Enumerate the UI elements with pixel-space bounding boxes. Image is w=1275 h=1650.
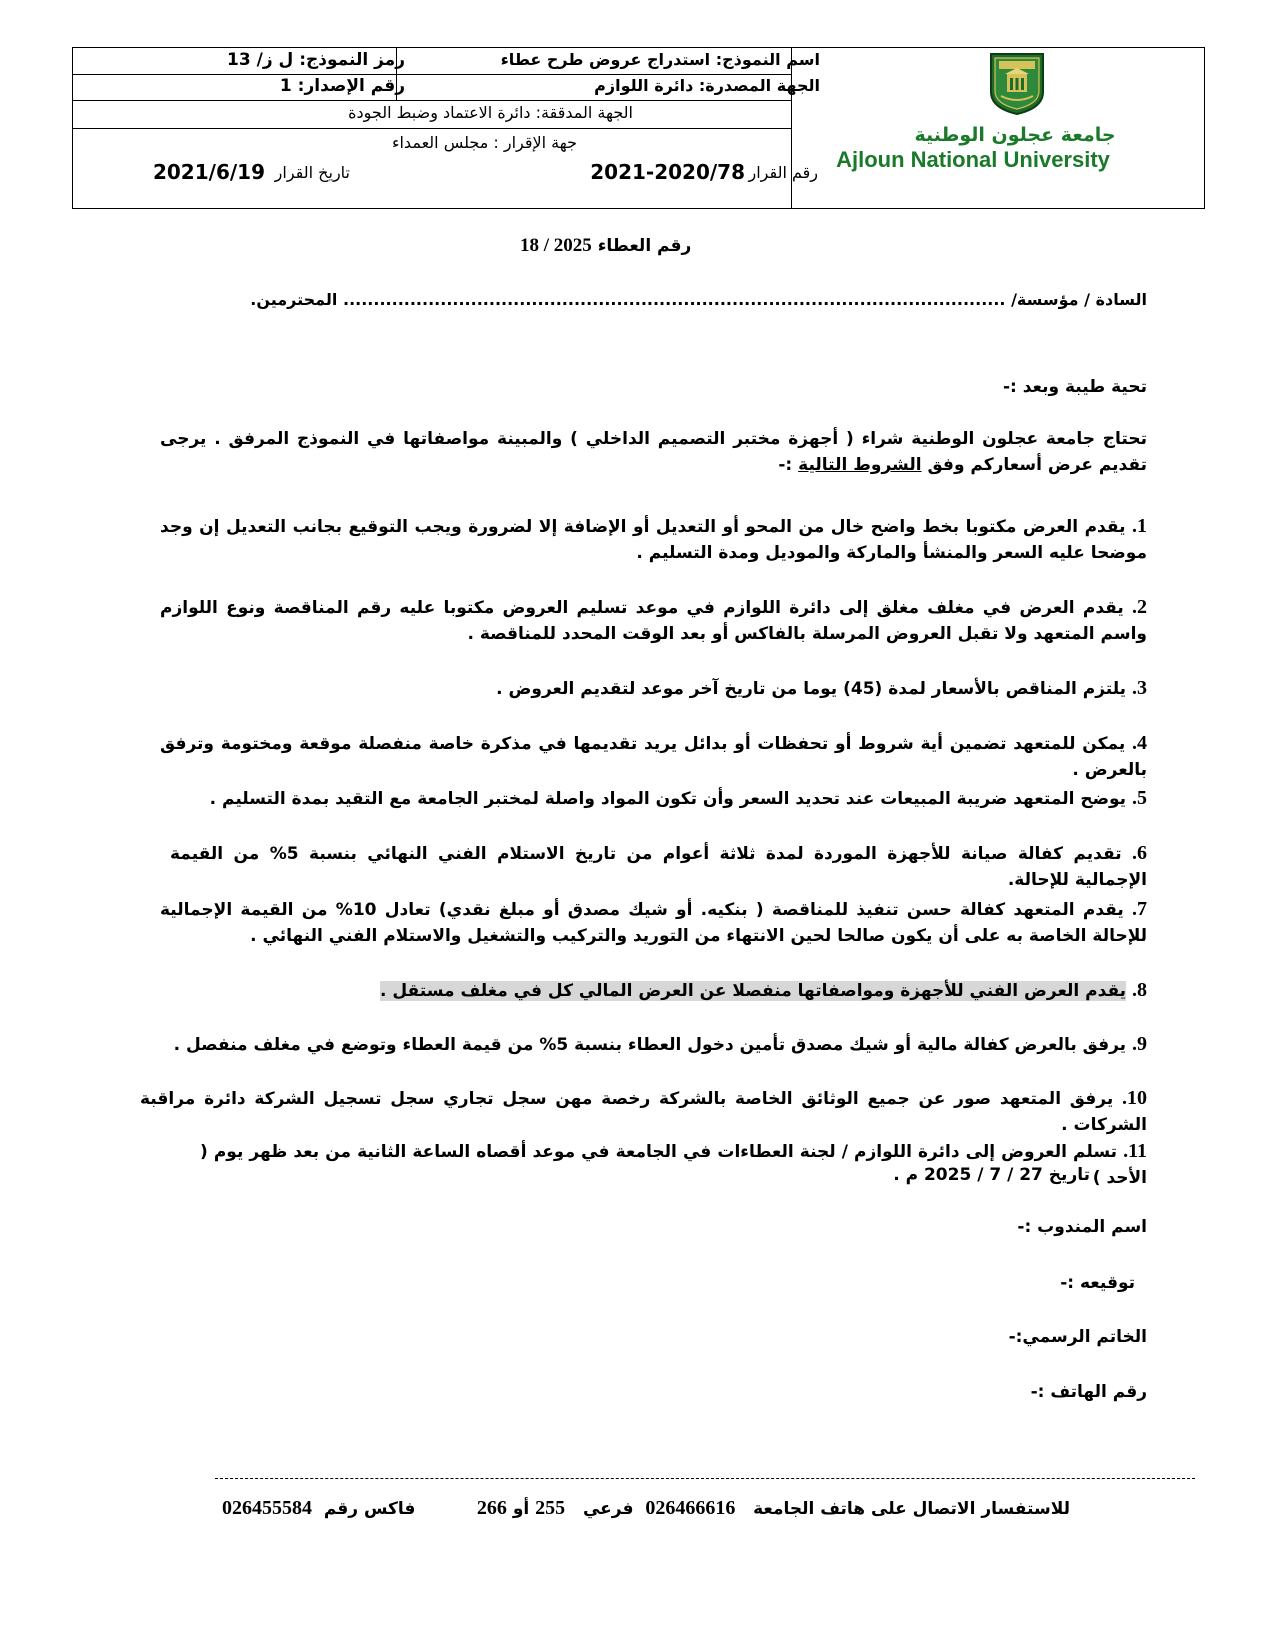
greeting: تحية طيبة وبعد :- [1002, 377, 1147, 397]
condition-text: يقدم العرض في مغلف مغلق إلى دائرة اللوازم في موعد تسليم العروض مكتوبا عليه رقم المناقصة ونوع اللوازم واسم المتعهد ولا تقبل العروض المرسلة بالفاكس أو بعد الوقت المحدد للمناقصة . [160, 598, 1147, 644]
issuer: الجهة المصدرة: دائرة اللوازم [594, 76, 820, 95]
condition-number: 9. [1132, 1033, 1147, 1055]
intro-paragraph [160, 426, 1147, 478]
addressee [250, 290, 1147, 309]
tender-number [520, 235, 691, 257]
university-name-ar: جامعة عجلون الوطنية [914, 124, 1116, 146]
university-logo [985, 50, 1049, 116]
footer-divider [215, 1478, 1195, 1479]
inquiry-label: للاستفسار الاتصال على هاتف الجامعة [753, 1499, 1070, 1519]
university-phone: 026466616 [645, 1497, 736, 1519]
extension-1: 255 [535, 1497, 566, 1519]
condition-7 [160, 896, 1147, 949]
extension-label: فرعي [582, 1499, 634, 1519]
footer-contact [477, 1497, 1070, 1520]
stamp-field: الخاتم الرسمي:- [1008, 1327, 1147, 1347]
condition-number: 7. [1132, 898, 1148, 920]
condition-number: 11. [1123, 1140, 1147, 1162]
condition-3 [160, 675, 1147, 702]
form-code: رمز النموذج: ل ز/ 13 [227, 50, 405, 70]
condition-text: يرفق بالعرض كفالة مالية أو شيك مصدق تأمين دخول العطاء بنسبة 5% من قيمة العطاء وتوضع في مغلف منفصل . [173, 1035, 1127, 1055]
form-name: اسم النموذج: استدراج عروض طرح عطاء [500, 50, 820, 69]
extension-2: 266 [476, 1497, 507, 1519]
condition-10 [140, 1085, 1147, 1138]
condition-8 [160, 977, 1147, 1004]
condition-6 [170, 840, 1147, 893]
intro-text: تحتاج جامعة عجلون الوطنية شراء ( أجهزة مختبر التصميم الداخلي ) والمبينة مواصفاتها في النموذج المرفق . يرجى تقديم عرض أسعاركم وفق [160, 429, 1147, 475]
footer-fax [222, 1497, 415, 1520]
condition-9 [160, 1031, 1147, 1058]
tender-number-value: 18 / 2025 [520, 235, 592, 256]
header-divider [73, 100, 791, 101]
condition-2 [160, 594, 1147, 647]
condition-11-date: تاريخ 27 / 7 / 2025 م . [893, 1165, 1090, 1185]
fax-number: 026455584 [222, 1497, 312, 1519]
signature-field: توقيعه :- [1060, 1273, 1135, 1293]
condition-number: 10. [1122, 1087, 1147, 1109]
condition-text: تسلم العروض إلى دائرة اللوازم / لجنة العطاءات في الجامعة في موعد أقصاه الساعة الثانية من بعد ظهر يوم ( الأحد ) [200, 1142, 1147, 1188]
intro-underlined: الشروط التالية [798, 455, 922, 475]
condition-number: 8. [1132, 979, 1147, 1001]
condition-number: 5. [1132, 787, 1147, 809]
condition-1 [160, 513, 1147, 566]
condition-number: 1. [1132, 515, 1148, 537]
header-divider [791, 48, 792, 208]
condition-text: تقديم كفالة صيانة للأجهزة الموردة لمدة ثلاثة أعوام من تاريخ الاستلام الفني النهائي بنسبة 5% من القيمة الإجمالية للإحالة. [170, 844, 1147, 890]
decision-date: 2021/6/19 [152, 160, 265, 184]
decision-number-label: رقم القرار [748, 163, 818, 182]
auditor: الجهة المدققة: دائرة الاعتماد وضبط الجودة [348, 103, 633, 122]
condition-text: يوضح المتعهد ضريبة المبيعات عند تحديد السعر وأن تكون المواد واصلة لمختبر الجامعة مع التقيد بمدة التسليم . [209, 789, 1127, 809]
university-name-en: Ajloun National University [836, 147, 1110, 172]
condition-5 [160, 785, 1147, 812]
addressee-dots: ............................................................................................................. [342, 290, 1006, 309]
version: رقم الإصدار: 1 [279, 76, 405, 96]
condition-number: 6. [1131, 842, 1147, 864]
header-divider [73, 74, 791, 75]
condition-text: يمكن للمتعهد تضمين أية شروط أو تحفظات أو بدائل يريد تقديمها في مذكرة خاصة منفصلة موقعة ومختومة وترفق بالعرض . [160, 734, 1147, 780]
phone-field: رقم الهاتف :- [1030, 1382, 1147, 1402]
condition-text-highlighted: يقدم العرض الفني للأجهزة ومواصفاتها منفصلا عن العرض المالي كل في مغلف مستقل . [379, 981, 1127, 1001]
condition-text: يقدم المتعهد كفالة حسن تنفيذ للمناقصة ( بنكيه. أو شيك مصدق أو مبلغ نقدي) تعادل 10% من القيمة الإجمالية للإحالة الخاصة به على أن يكون صالحا لحين الانتهاء من التوريد والتركيب والتشغيل والاستلام الفني النهائي . [160, 900, 1147, 946]
approval-body: جهة الإقرار : مجلس العمداء [391, 133, 577, 152]
or-label: أو [512, 1499, 530, 1519]
condition-number: 4. [1132, 732, 1147, 754]
intro-end: :- [778, 455, 793, 475]
condition-4 [160, 730, 1147, 783]
addressee-suffix: المحترمين. [250, 290, 338, 309]
condition-number: 2. [1132, 596, 1148, 618]
header-divider [73, 128, 791, 129]
decision-date-label: تاريخ القرار [274, 163, 350, 182]
fax-label: فاكس رقم [323, 1499, 416, 1519]
rep-name-field: اسم المندوب :- [1017, 1217, 1147, 1237]
condition-text: يقدم العرض مكتوبا بخط واضح خال من المحو أو التعديل أو الإضافة إلا لضرورة ويجب التوقيع بجانب التعديل إن وجد موضحا عليه السعر والمنشأ والماركة والموديل ومدة التسليم . [160, 517, 1147, 563]
addressee-label: السادة / مؤسسة/ [1011, 290, 1147, 309]
condition-text: يلتزم المناقص بالأسعار لمدة (45) يوما من تاريخ آخر موعد لتقديم العروض . [496, 679, 1127, 699]
condition-text: يرفق المتعهد صور عن جميع الوثائق الخاصة بالشركة رخصة مهن سجل تجاري سجل تسجيل الشركة دائرة مراقبة الشركات . [140, 1089, 1147, 1135]
university-seal-icon [985, 50, 1049, 116]
tender-number-label: رقم العطاء [597, 236, 692, 256]
decision-number: 2021-2020/78 [590, 160, 745, 184]
condition-number: 3. [1132, 677, 1147, 699]
